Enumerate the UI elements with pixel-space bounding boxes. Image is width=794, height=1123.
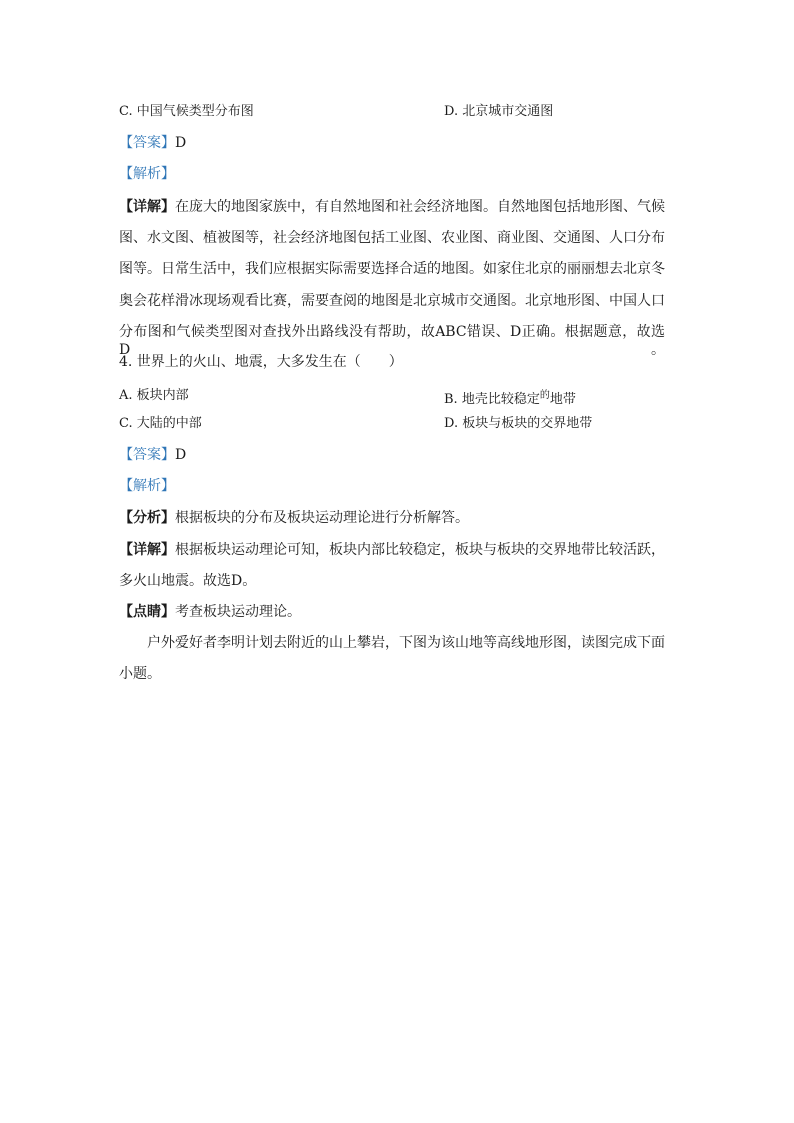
q3-option-c: C. 中国气候类型分布图 [119,104,254,119]
q4-analysis-label [119,477,175,495]
detail-text: 在庞大的地图家族中，有自然地图和社会经济地图。自然地图包括地形图、气候 [175,199,665,215]
dianjing-text: 考查板块运动理论。 [175,604,301,620]
q3-analysis-label [119,165,175,183]
detail-text: 根据板块运动理论可知，板块内部比较稳定，板块与板块的交界地带比较活跃， [175,542,665,558]
q3-detail-line-4: 奥会花样滑冰现场观看比赛，需要查阅的地图是北京城市交通图。北京地形图、中国人口 [119,293,665,309]
q4-detail-line-2: 多火山地震。故选D。 [119,573,257,589]
analysis-label: 【解析】 [119,166,175,182]
q3-detail-line-2: 图、水文图、植被图等，社会经济地图包括工业图、农业图、商业图、交通图、人口分布 [119,230,665,246]
answer-value: D [175,135,187,151]
q3-answer [119,134,186,152]
option-b-tail: 地带 [549,392,576,407]
q4-dianjing [119,603,301,621]
detail-label: 【详解】 [119,199,175,215]
answer-label: 【答案】 [119,135,175,151]
q3-option-d: D. 北京城市交通图 [444,104,554,119]
intro-line-1: 户外爱好者李明计划去附近的山上攀岩，下图为该山地等高线地形图，读图完成下面 [147,635,665,651]
q4-detail-line-1 [119,541,665,559]
q4-option-d: D. 板块与板块的交界地带 [444,416,593,431]
detail-label: 【详解】 [119,542,175,558]
answer-value: D [175,447,187,463]
fenxi-label: 【分析】 [119,510,175,526]
q3-detail-line-5: 分布图和气候类型图对查找外出路线没有帮助，故ABC错误、D正确。根据题意，故选D。 [119,324,665,358]
q4-option-b [444,387,576,409]
q4-option-c: C. 大陆的中部 [119,416,202,431]
q3-detail-line-1 [119,198,665,216]
fenxi-text: 根据板块的分布及板块运动理论进行分析解答。 [175,510,469,526]
q4-option-a: A. 板块内部 [119,388,189,403]
option-b-sup: 的 [539,390,550,401]
answer-label: 【答案】 [119,447,175,463]
analysis-label: 【解析】 [119,478,175,494]
option-b-text: B. 地壳比较稳定 [444,392,540,407]
q3-detail-line-3: 图等。日常生活中，我们应根据实际需要选择合适的地图。如家住北京的丽丽想去北京冬 [119,261,665,277]
q4-fenxi [119,509,469,527]
q4-question: 4. 世界上的火山、地震，大多发生在（ ） [119,354,403,370]
intro-line-2: 小题。 [119,666,161,682]
dianjing-label: 【点睛】 [119,604,175,620]
q4-answer [119,446,186,464]
